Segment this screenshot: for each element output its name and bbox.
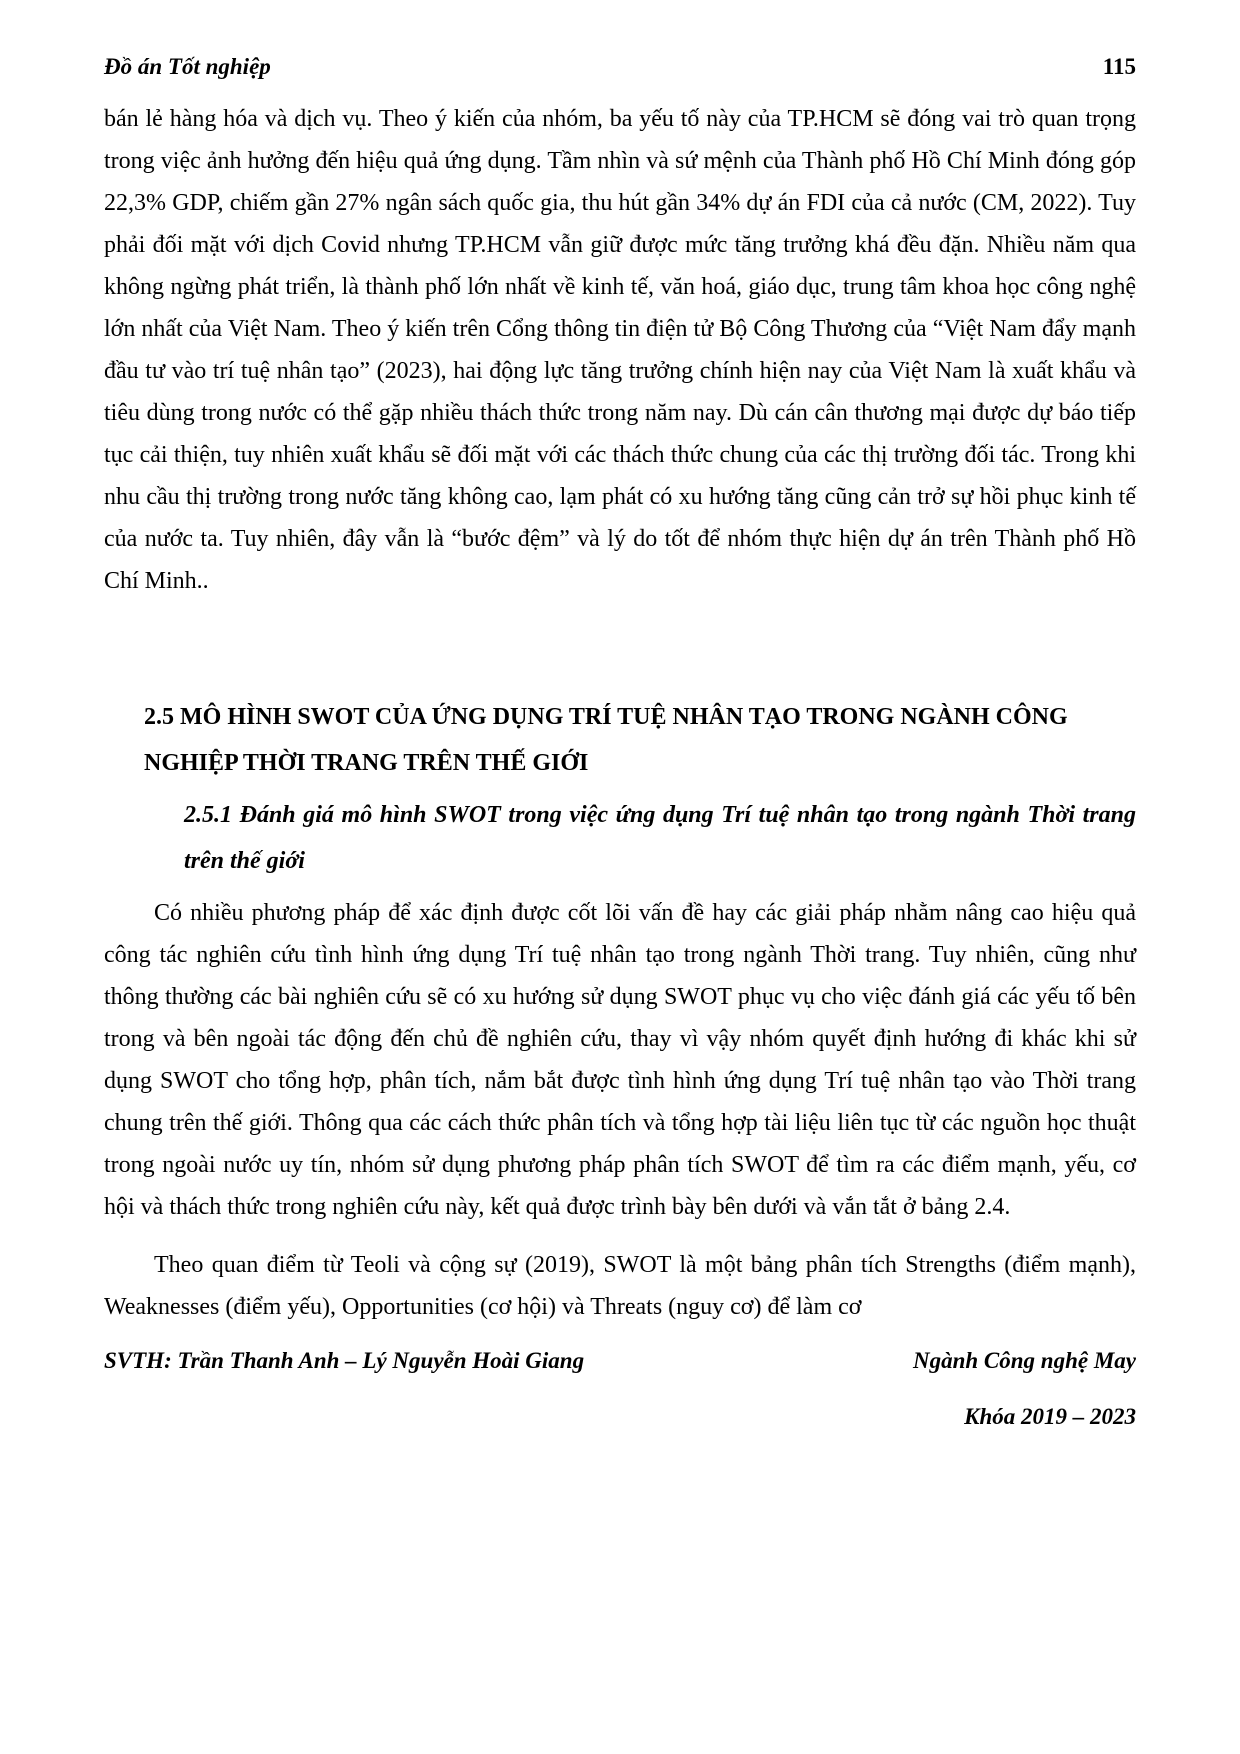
- page-footer: [104, 1346, 1136, 1432]
- footer-right-block: [913, 1346, 1136, 1432]
- document-title: Đồ án Tốt nghiệp: [104, 54, 271, 79]
- footer-major: Ngành Công nghệ May: [912, 1348, 1136, 1373]
- section-heading-2-5: 2.5 MÔ HÌNH SWOT CỦA ỨNG DỤNG TRÍ TUỆ NHÂN TẠO TRONG NGÀNH CÔNG NGHIỆP THỜI TRANG TRÊN THẾ GIỚI: [144, 704, 1068, 776]
- page-number: 115: [1102, 54, 1136, 79]
- document-body: [104, 98, 1136, 1328]
- footer-cohort: Khóa 2019 – 2023: [964, 1404, 1136, 1429]
- paragraph-swot-method: Có nhiều phương pháp để xác định được cốt lõi vấn đề hay các giải pháp nhằm nâng cao hiệu quả công tác nghiên cứu tình hình ứng dụng Trí tuệ nhân tạo trong ngành Thời trang. Tuy nhiên, cũng như thông thường các bài nghiên cứu sẽ có xu hướng sử dụng SWOT phục vụ cho việc đánh giá các yếu tố bên trong và bên ngoài tác động đến chủ đề nghiên cứu, thay vì vậy nhóm quyết định hướng đi khác khi sử dụng SWOT cho tổng hợp, phân tích, nắm bắt được tình hình ứng dụng Trí tuệ nhân tạo vào Thời trang chung trên thế giới. Thông qua các cách thức phân tích và tổng hợp tài liệu liên tục từ các nguồn học thuật trong ngoài nước uy tín, nhóm sử dụng phương pháp phân tích SWOT để tìm ra các điểm mạnh, yếu, cơ hội và thách thức trong nghiên cứu này, kết quả được trình bày bên dưới và vắn tắt ở bảng 2.4.: [104, 900, 1136, 1220]
- page-header: [104, 52, 1136, 82]
- paragraph-teoli: Theo quan điểm từ Teoli và cộng sự (2019), SWOT là một bảng phân tích Strengths (điểm mạnh), Weaknesses (điểm yếu), Opportunities (cơ hội) và Threats (nguy cơ) để làm cơ: [104, 1252, 1136, 1320]
- paragraph-intro: bán lẻ hàng hóa và dịch vụ. Theo ý kiến của nhóm, ba yếu tố này của TP.HCM sẽ đóng vai trò quan trọng trong việc ảnh hưởng đến hiệu quả ứng dụng. Tầm nhìn và sứ mệnh của Thành phố Hồ Chí Minh đóng góp 22,3% GDP, chiếm gần 27% ngân sách quốc gia, thu hút gần 34% dự án FDI của cả nước (CM, 2022). Tuy phải đối mặt với dịch Covid nhưng TP.HCM vẫn giữ được mức tăng trưởng khá đều đặn. Nhiều năm qua không ngừng phát triển, là thành phố lớn nhất về kinh tế, văn hoá, giáo dục, trung tâm khoa học công nghệ lớn nhất của Việt Nam. Theo ý kiến trên Cổng thông tin điện tử Bộ Công Thương của “Việt Nam đẩy mạnh đầu tư vào trí tuệ nhân tạo” (2023), hai động lực tăng trưởng chính hiện nay của Việt Nam là xuất khẩu và tiêu dùng trong nước có thể gặp nhiều thách thức trong năm nay. Dù cán cân thương mại được dự báo tiếp tục cải thiện, tuy nhiên xuất khẩu sẽ đối mặt với các thách thức chung của các thị trường đối tác. Trong khi nhu cầu thị trường trong nước tăng không cao, lạm phát có xu hướng tăng cũng cản trở sự hồi phục kinh tế của nước ta. Tuy nhiên, đây vẫn là “bước đệm” và lý do tốt để nhóm thực hiện dự án trên Thành phố Hồ Chí Minh..: [104, 106, 1136, 594]
- footer-student-names: SVTH: Trần Thanh Anh – Lý Nguyễn Hoài Giang: [104, 1348, 585, 1373]
- subsection-heading-2-5-1: 2.5.1 Đánh giá mô hình SWOT trong việc ứng dụng Trí tuệ nhân tạo trong ngành Thời trang trên thế giới: [184, 802, 1136, 874]
